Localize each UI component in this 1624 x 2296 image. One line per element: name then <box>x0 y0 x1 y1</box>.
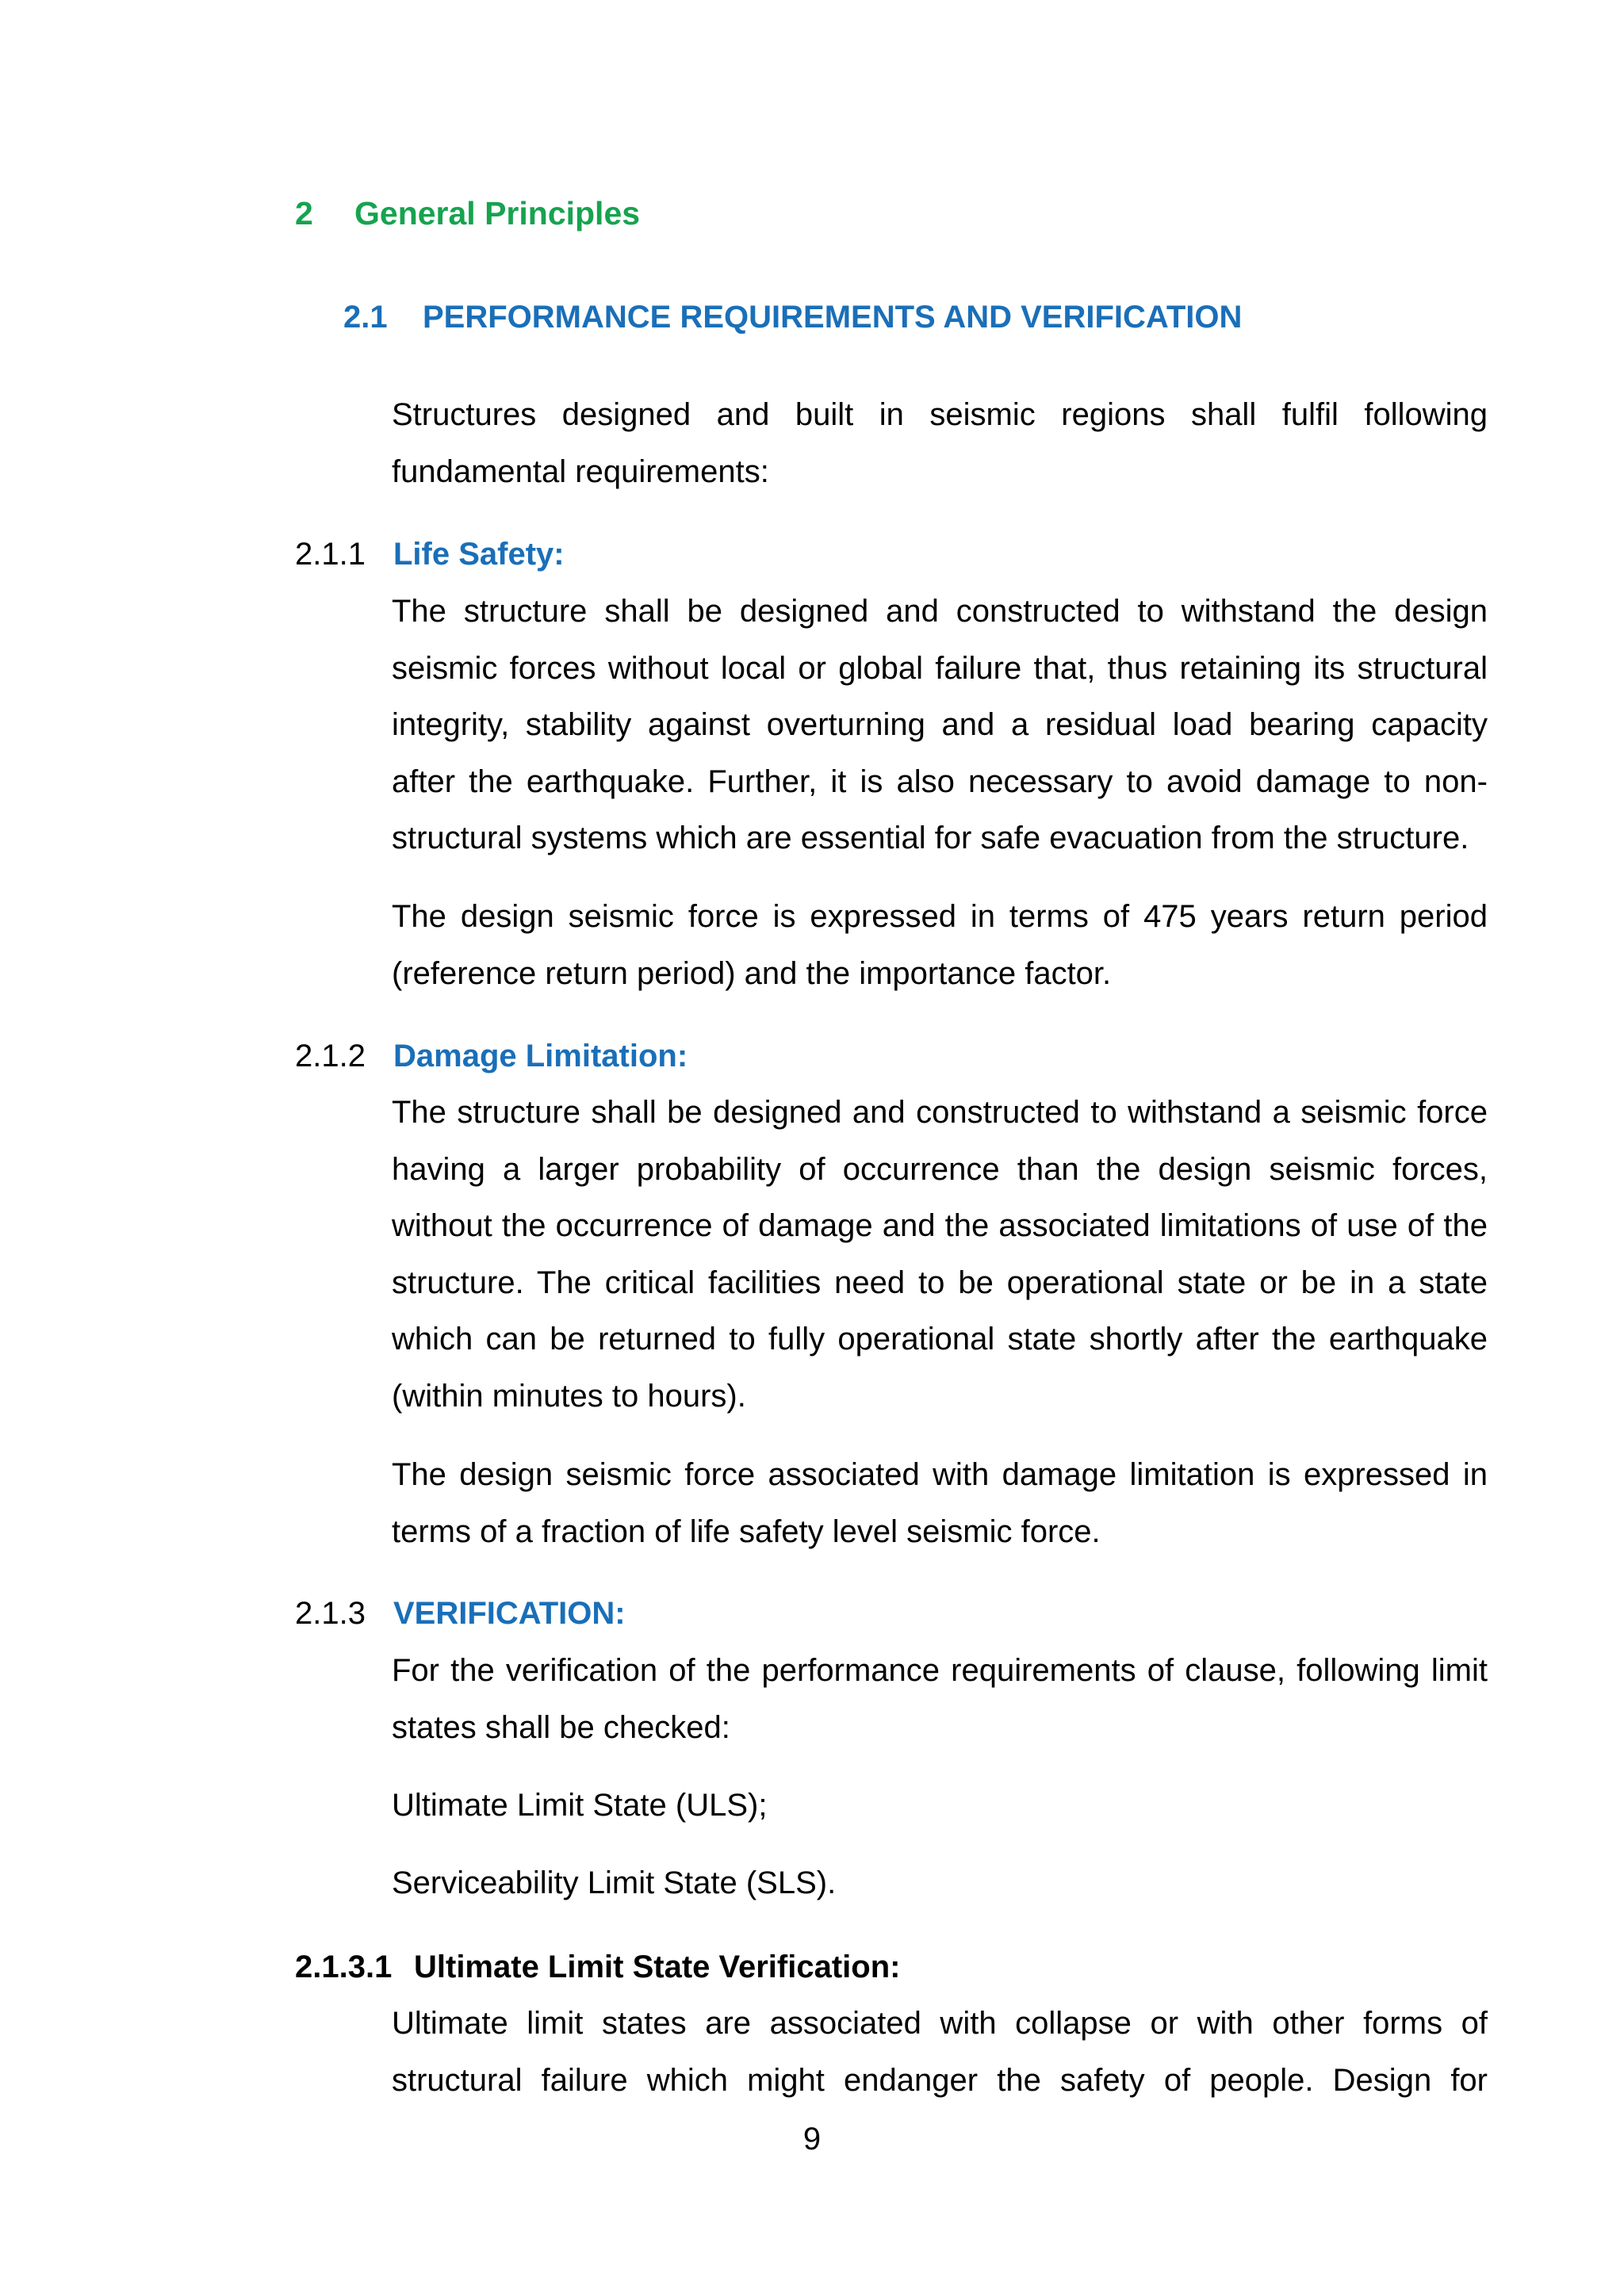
section-heading <box>295 195 640 232</box>
subsection-number: 2.1 <box>343 300 388 335</box>
damage-limitation-paragraph-2: The design seismic force associated with damage limitation is expressed in terms of a fraction of life safety level seismic force. <box>392 1457 1488 1549</box>
section-number: 2 <box>295 195 313 232</box>
verification-heading <box>295 1596 626 1632</box>
damage-limitation-number: 2.1.2 <box>295 1039 366 1073</box>
uls-verification-number: 2.1.3.1 <box>295 1950 393 1984</box>
verification-paragraph: For the verification of the performance requirements of clause, following limit states shall be checked: <box>392 1653 1488 1745</box>
life-safety-number: 2.1.1 <box>295 537 366 572</box>
life-safety-title: Life Safety: <box>393 537 565 572</box>
intro-paragraph: Structures designed and built in seismic regions shall fulfil following fundamental requirements: <box>392 397 1488 489</box>
life-safety-heading <box>295 537 565 572</box>
verification-item-uls: Ultimate Limit State (ULS); <box>392 1788 768 1823</box>
damage-limitation-title: Damage Limitation: <box>393 1039 688 1073</box>
verification-number: 2.1.3 <box>295 1596 366 1631</box>
subsection-heading <box>343 300 1242 335</box>
page-number: 9 <box>802 2122 822 2156</box>
subsection-title: PERFORMANCE REQUIREMENTS AND VERIFICATION <box>423 300 1243 335</box>
verification-item-sls: Serviceability Limit State (SLS). <box>392 1866 837 1900</box>
uls-verification-heading <box>295 1950 900 1985</box>
section-title: General Principles <box>354 195 641 232</box>
life-safety-paragraph-1: The structure shall be designed and constructed to withstand the design seismic forces without local or global failure that, thus retaining its structural integrity, stability against overturning and a residual load bearing capacity after the earthquake. Further, it is also necessary to avoid damage to non-structural systems which are essential for safe evacuation from the structure. <box>392 594 1488 855</box>
life-safety-paragraph-2: The design seismic force is expressed in terms of 475 years return period (reference return period) and the importance factor. <box>392 899 1488 991</box>
damage-limitation-heading <box>295 1039 688 1074</box>
damage-limitation-paragraph-1: The structure shall be designed and constructed to withstand a seismic force having a larger probability of occurrence than the design seismic forces, without the occurrence of damage and the associated limitations of use of the structure. The critical facilities need to be operational state or be in a state which can be returned to fully operational state shortly after the earthquake (within minutes to hours). <box>392 1095 1488 1414</box>
verification-title: VERIFICATION: <box>393 1596 626 1631</box>
uls-verification-title: Ultimate Limit State Verification: <box>414 1950 901 1984</box>
uls-verification-paragraph: Ultimate limit states are associated with collapse or with other forms of structural failure which might endanger the safety of people. Design for <box>392 2006 1488 2098</box>
